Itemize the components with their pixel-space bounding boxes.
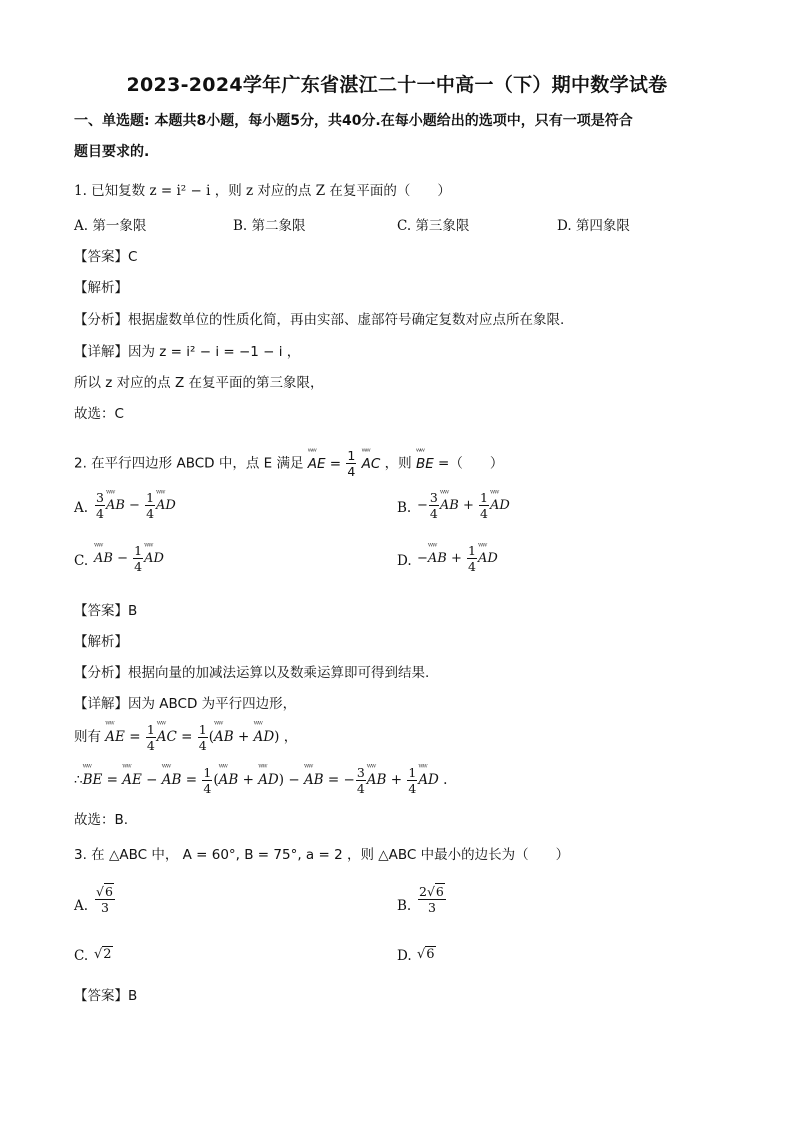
q3-answer: 【答案】B bbox=[74, 988, 138, 1004]
q1-detail2: 所以 z 对应的点 Z 在复平面的第三象限， bbox=[74, 375, 324, 391]
q2-option-a-expr: $\frac{3}{4}$ ᵂᵂ AB − $\frac{1}{4}$ ᵂᵂ AD bbox=[94, 490, 176, 521]
q3-option-d-expr: √6 bbox=[417, 947, 435, 962]
q1-option-b: B. 第二象限 bbox=[233, 218, 306, 234]
q2-detail: 【详解】因为 ABCD 为平行四边形， bbox=[74, 696, 297, 712]
fraction-denominator: 4 bbox=[347, 464, 356, 479]
q1-option-c: C. 第三象限 bbox=[397, 218, 470, 234]
q1-stem: 1. 已知复数 z = i² − i ，则 z 对应的点 Z 在复平面的（ ） bbox=[74, 183, 451, 199]
q2-answer: 【答案】B bbox=[74, 603, 138, 619]
q1-detail: 【详解】因为 z = i² − i = −1 − i ， bbox=[74, 344, 301, 360]
q2-option-d-label: D. bbox=[397, 553, 412, 569]
fraction-numerator: 1 bbox=[347, 448, 356, 463]
q2-option-a-label: A. bbox=[74, 500, 89, 516]
q1-answer: 【答案】C bbox=[74, 249, 138, 265]
q2-therefore-symbol: ∴ bbox=[74, 772, 83, 788]
q2-option-c-label: C. bbox=[74, 553, 89, 569]
q2-fenxi: 【分析】根据向量的加减法运算以及数乘运算即可得到结果. bbox=[74, 665, 430, 681]
q2-stem-pre: 2. 在平行四边形 ABCD 中，点 E 满足 bbox=[74, 455, 304, 472]
q2-stem bbox=[74, 448, 503, 479]
q2-step1: 则有 ᵂᵂ AE = $\frac{1}{4}$ ᵂᵂ AC = $\frac{1}{4}$ (ᵂᵂ AB + ᵂᵂ AD) ， bbox=[74, 722, 297, 753]
q2-stem-end: =（ ） bbox=[438, 455, 504, 472]
q2-option-b-expr: − $\frac{3}{4}$ ᵂᵂ AB + $\frac{1}{4}$ ᵂᵂ AD bbox=[417, 490, 510, 521]
q3-option-b-label: B. bbox=[397, 898, 412, 914]
q3-option-a-expr: $\frac{√6}{3}$ bbox=[96, 884, 113, 915]
q3-stem: 3. 在 △ABC 中， A = 60°, B = 75°, a = 2 ，则 △ABC 中最小的边长为（ ） bbox=[74, 847, 570, 863]
q1-fenxi: 【分析】根据虚数单位的性质化简，再由实部、虚部符号确定复数对应点所在象限. bbox=[74, 312, 565, 328]
page-title: 2023-2024学年广东省湛江二十一中高一（下）期中数学试卷 bbox=[126, 74, 668, 96]
section-heading-line2: 题目要求的. bbox=[74, 144, 150, 160]
q2-fraction bbox=[346, 448, 356, 479]
q1-analysis-label: 【解析】 bbox=[74, 280, 128, 296]
q2-vector-ae: ᵂᵂ AE = bbox=[308, 456, 341, 472]
q1-option-d: D. 第四象限 bbox=[557, 218, 630, 234]
q3-option-c-label: C. bbox=[74, 948, 89, 964]
q2-stem-post: ，则 bbox=[384, 455, 412, 472]
q1-option-a: A. 第一象限 bbox=[74, 218, 147, 234]
q2-choose: 故选：B. bbox=[74, 812, 129, 828]
q3-option-a-label: A. bbox=[74, 898, 89, 914]
q2-analysis-label: 【解析】 bbox=[74, 634, 128, 650]
q3-option-d-label: D. bbox=[397, 948, 412, 964]
q2-option-b-label: B. bbox=[397, 500, 412, 516]
q2-then-label: 则有 bbox=[74, 729, 101, 745]
q2-step2: ∴ᵂᵂ BE = ᵂᵂ AE − ᵂᵂ AB = $\frac{1}{4}$ (ᵂᵂ AB + ᵂᵂ AD) − ᵂᵂ AB = − $\frac{3}{4}$ ᵂᵂ AB + $\frac{1}{4}$ ᵂᵂ AD . bbox=[74, 765, 447, 796]
q3-option-b-expr: $\frac{2√6}{3}$ bbox=[419, 884, 444, 915]
section-heading-line1: 一、单选题: 本题共8小题，每小题5分，共40分.在每小题给出的选项中，只有一项是符合 bbox=[74, 113, 633, 129]
q2-option-d-expr: −ᵂᵂ AB + $\frac{1}{4}$ ᵂᵂ AD bbox=[417, 543, 498, 574]
q2-vector-be: ᵂᵂ BE bbox=[416, 456, 434, 472]
q3-option-c-expr: √2 bbox=[94, 947, 112, 962]
q1-choose: 故选：C bbox=[74, 406, 124, 422]
q2-option-c-expr: ᵂᵂ AB − $\frac{1}{4}$ ᵂᵂ AD bbox=[94, 543, 164, 574]
q2-vector-ac: ᵂᵂ AC bbox=[362, 456, 381, 472]
